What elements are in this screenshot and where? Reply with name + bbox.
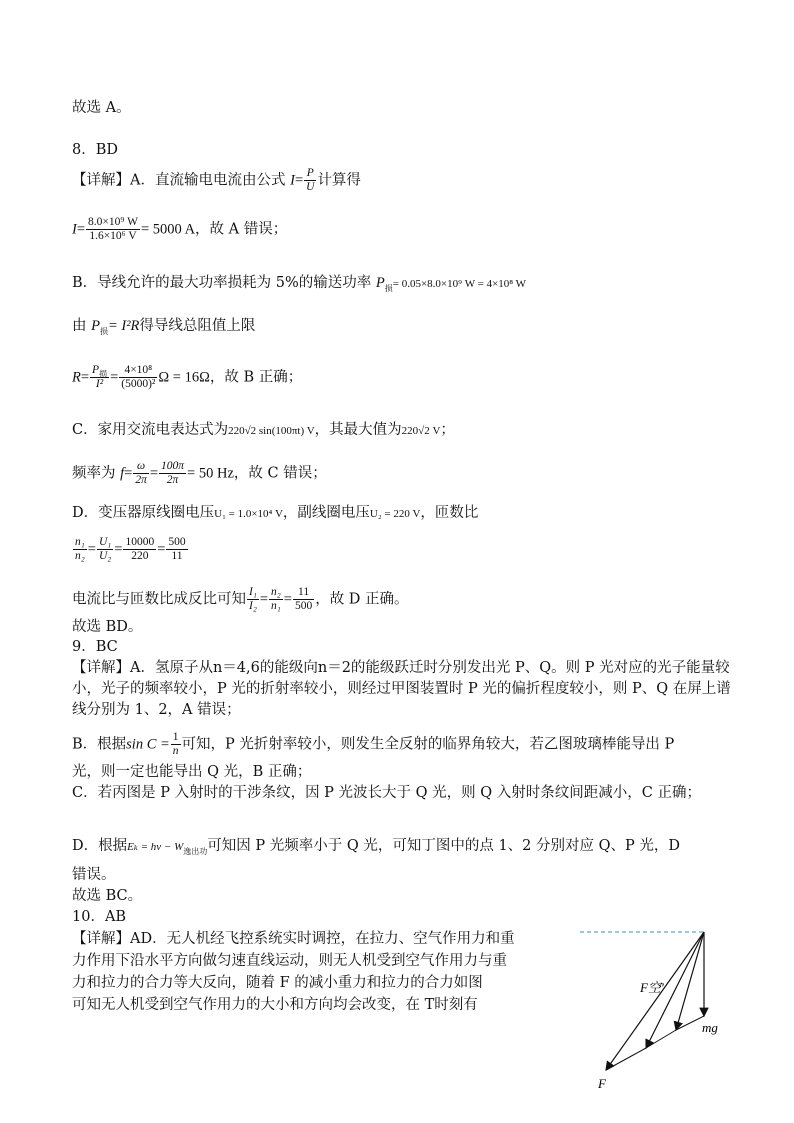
- q8-line-d3: 电流比与匝数比成反比可知 $\frac{\text{I₁}}{\text{I₂}}$ = $\frac{\text{n₂}}{\text{n₁}}$ = $\frac{11}{500}$ ，故 D 正确。: [72, 586, 409, 612]
- q8-line-c: C．家用交流电表达式为220√2 sin(100πt) V，其最大值为220√2 V；: [72, 422, 455, 438]
- force-diagram: [578, 920, 728, 1100]
- label-mg: mg: [702, 1020, 718, 1035]
- q10-line-4: 可知无人机受到空气作用力的大小和方向均会改变，在 T时刻有: [72, 997, 478, 1013]
- link-line-1: [606, 1048, 646, 1070]
- q8-line-c2: 频率为 f= $\frac{\omega}{2\pi}$ = $\frac{100\pi}{2\pi}$ = 50 Hz，故 C 错误；: [72, 460, 327, 486]
- answer-8: 8．BD: [72, 142, 119, 158]
- F-arrow: [606, 932, 704, 1070]
- q9-line-b: B．根据sin C = $\frac{1}{n}$ 可知，P 光折射率较小，则发生全反射的临界角较大，若乙图玻璃棒能导出 P: [72, 731, 675, 757]
- q10-line-2: 力作用下沿水平方向做匀速直线运动，则无人机受到空气作用力与重: [72, 953, 507, 969]
- q8-line-b: B．导线允许的最大功率损耗为 5%的输送功率 $P_损= 0.05\times 8.0\times 10^9$ W = 4×10⁸ W: [72, 275, 527, 293]
- q9-line-d2: 错误。: [72, 867, 116, 883]
- q9-line-b2: 光，则一定也能导出 Q 光，B 正确；: [72, 764, 312, 780]
- answer-9: 9．BC: [72, 639, 118, 655]
- q8-line-b3: R= $P_损$ I² = $\frac{\text{4×10⁸}}{\text{(5000)²}}$ Ω = 16Ω，故 B 正确；: [72, 364, 303, 390]
- resultant-arrow-1: [676, 932, 704, 1030]
- q9-end: 故选 BC。: [72, 888, 143, 904]
- q10-line-1: 【详解】AD．无人机经飞控系统实时调控，在拉力、空气作用力和重: [72, 931, 515, 947]
- q8-end: 故选 BD。: [72, 619, 143, 635]
- text-line: 故选 A。: [72, 100, 131, 116]
- q8-line-d: D．变压器原线圈电压U₁ = 1.0×10⁴ V，副线圈电压U₂ = 220 V，匝数比: [72, 505, 479, 521]
- answer-10: 10．AB: [72, 909, 127, 925]
- q8-line-b2: 由 $P_损= I^2R$得导线总阻值上限: [72, 318, 256, 336]
- q9-line-d: D．根据$E_k = h\nu - W_{逸出功}$可知因 P 光频率小于 Q 光，可知丁图中的点 1、2 分别对应 Q、P 光，D: [72, 838, 681, 856]
- link-line-3: [676, 1016, 704, 1030]
- q8-line-a-calc: I= $\frac{\text{8.0×10⁹ W}}{\text{1.6×10⁶ V}}$ = 5000 A，故 A 错误；: [72, 216, 288, 242]
- q9-para-a: 【详解】A．氢原子从n＝4,6的能级向n＝2的能级跃迁时分别发出光 P、Q。则 P 光对应的光子能量较小，光子的频率较小，P 光的折射率较小，则经过甲图装置时 P 光的偏折程度较小，则 P、Q 在屏上谱线分别为 1、2，A 错误；: [72, 660, 731, 718]
- label-F: F: [598, 1076, 606, 1091]
- q8-line-d2: $\frac{\text{n₁}}{\text{n₂}}$ = $\frac{\text{U₁}}{\text{U₂}}$ = $\frac{10000}{220}$ = $\frac{500}{11}$: [75, 536, 186, 562]
- q8-line-a: 【详解】A．直流输电电流由公式 I= $\frac{P}{U}$ 计算得: [72, 167, 361, 193]
- q9-para-c: C．若丙图是 P 入射时的干涉条纹，因 P 光波长大于 Q 光，则 Q 入射时条纹间距减小，C 正确；: [72, 785, 701, 801]
- label-f-air: F空′: [640, 980, 664, 995]
- q10-line-3: 力和拉力的合力等大反向，随着 F 的减小重力和拉力的合力如图: [72, 975, 483, 991]
